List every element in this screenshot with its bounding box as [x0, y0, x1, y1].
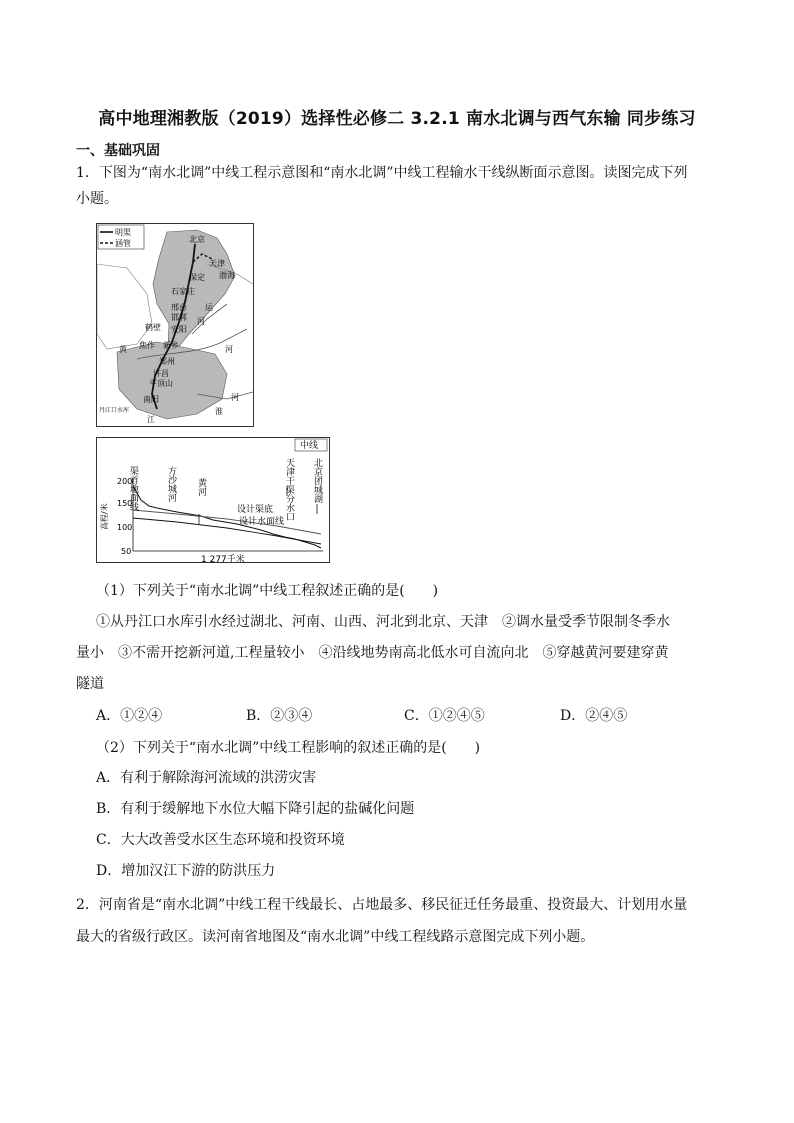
profile-label-bottom: 设计渠底: [237, 505, 274, 515]
map-label: 保定: [189, 273, 205, 282]
profile-label-vertical: 黄河: [196, 478, 206, 496]
y-tick: 200: [117, 477, 133, 486]
profile-svg: [97, 438, 329, 562]
province-border-west: [97, 264, 152, 349]
map-label: 鹤壁: [145, 323, 161, 332]
map-label: 天津: [209, 259, 225, 268]
option-a[interactable]: A．①②④: [96, 708, 163, 724]
profile-distance: 1 277千米: [201, 555, 245, 562]
q1-sub1-line1: ①从丹江口水库引水经过湖北、河南、山西、河北到北京、天津 ②调水量受季节限制冬季水: [96, 614, 670, 630]
section-heading: 一、基础巩固: [76, 143, 160, 159]
map-label: 淮: [215, 407, 223, 416]
map-label: 新乡: [163, 341, 179, 350]
map-label: 河: [197, 317, 205, 326]
map-label: 邢台: [171, 303, 187, 312]
map-label: 河: [225, 345, 233, 354]
route-map-svg: [97, 224, 253, 426]
map-label: 平顶山: [149, 379, 173, 388]
map-label: 渤海: [219, 271, 235, 280]
map-label: 邯郸: [171, 313, 187, 322]
map-label: 郑州: [159, 357, 175, 366]
profile-label-vertical: 天津干渠分水口: [284, 458, 294, 521]
profile-figure: [96, 437, 330, 563]
q2-line2: 最大的省级行政区。读河南省地图及“南水北调”中线工程线路示意图完成下列小题。: [76, 929, 595, 945]
map-label: 安阳: [171, 325, 187, 334]
q1-sub2-option-a[interactable]: A．有利于解除海河流域的洪涝灾害: [96, 770, 317, 786]
profile-tag: 中线: [300, 441, 319, 451]
legend-label-canal: 明渠: [115, 228, 131, 237]
map-label: 黄: [119, 345, 127, 354]
map-label: 许昌: [153, 369, 169, 378]
option-d[interactable]: D．②④⑤: [560, 708, 628, 724]
y-tick: 100: [117, 523, 133, 532]
q1-stem-line1: 1．下图为“南水北调”中线工程示意图和“南水北调”中线工程输水干线纵断面示意图。读图完成下列: [76, 165, 688, 181]
q1-sub2-option-d[interactable]: D．增加汉江下游的防洪压力: [96, 863, 276, 879]
q1-stem-line2: 小题。: [76, 191, 118, 207]
option-b[interactable]: B．②③④: [246, 708, 313, 724]
q1-sub2-option-c[interactable]: C．大大改善受水区生态环境和投资环境: [96, 832, 345, 848]
q1-sub1-stem: （1）下列关于“南水北调”中线工程叙述正确的是( ): [96, 583, 439, 599]
map-label: 运: [205, 303, 213, 312]
legend-label-pipe: 涵管: [115, 239, 131, 248]
profile-label-vertical: 渠首地面线: [128, 466, 138, 511]
y-tick: 50: [121, 547, 132, 556]
page-title: 高中地理湘教版（2019）选择性必修二 3.2.1 南水北调与西气东输 同步练习: [98, 109, 696, 129]
q1-sub1-line3: 隧道: [76, 676, 104, 692]
q1-sub2-option-b[interactable]: B．有利于缓解地下水位大幅下降引起的盐碱化问题: [96, 801, 415, 817]
y-axis-label: 高程/米: [100, 503, 109, 530]
y-tick: 150: [117, 499, 133, 508]
q1-sub1-line2: 量小 ③不需开挖新河道,工程量较小 ④沿线地势南高北低水可自流向北 ⑤穿越黄河要建穿黄: [76, 645, 669, 661]
q2-line1: 2．河南省是“南水北调”中线工程干线最长、占地最多、移民征迁任务最重、投资最大、计划用水量: [76, 897, 688, 913]
map-label: 焦作: [139, 341, 155, 350]
map-label: 南阳: [143, 395, 159, 404]
profile-label-vertical: 北京团城湖: [312, 458, 322, 503]
map-label: 石家庄: [171, 287, 195, 296]
q1-sub2-stem: （2）下列关于“南水北调”中线工程影响的叙述正确的是( ): [96, 740, 481, 756]
route-map-figure: [96, 223, 254, 427]
map-label: 北京: [189, 235, 205, 244]
profile-label-vertical: 方沙城河: [166, 466, 176, 502]
profile-label-water: 设计水面线: [239, 517, 285, 527]
option-c[interactable]: C．①②④⑤: [404, 708, 485, 724]
map-label: 河: [231, 393, 239, 402]
map-label: 江: [147, 415, 155, 424]
map-label: 丹江口水库: [99, 407, 130, 414]
